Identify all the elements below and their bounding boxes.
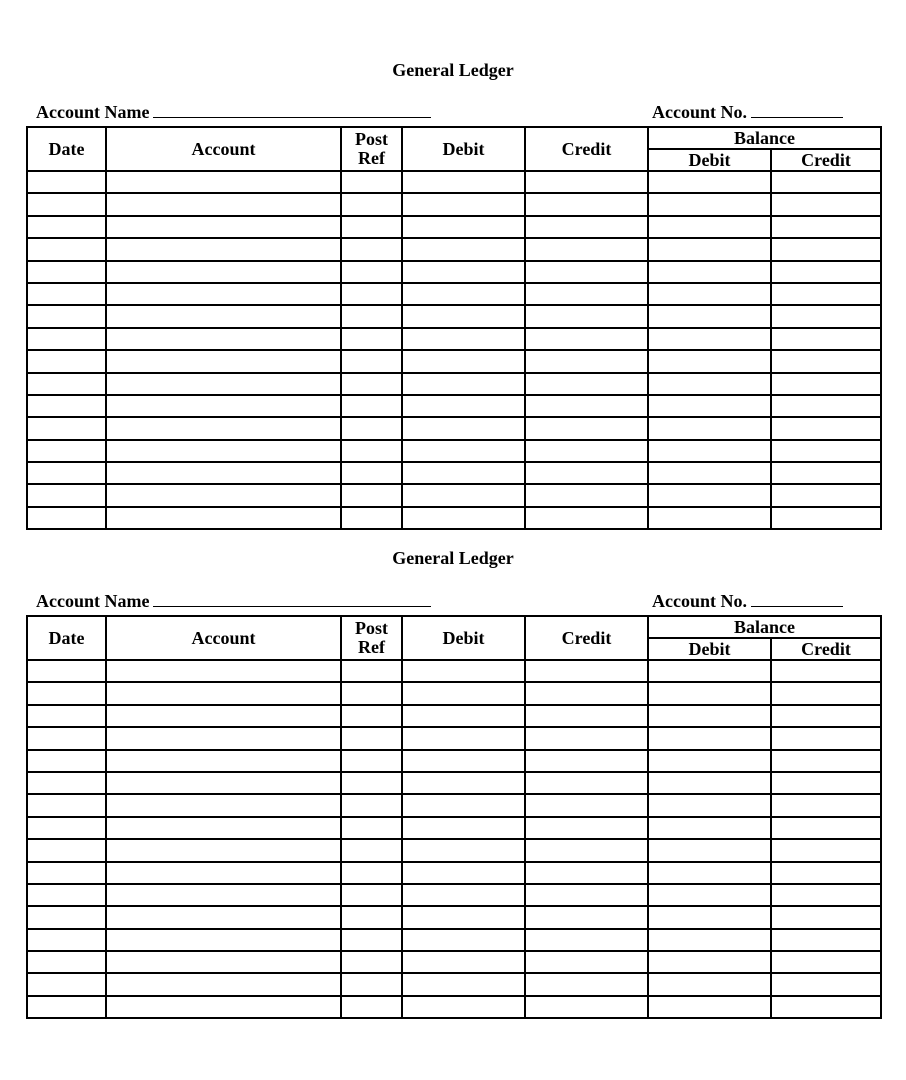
post-ref-cell[interactable] xyxy=(341,862,402,884)
balance-credit-cell[interactable] xyxy=(771,660,881,682)
balance-debit-cell[interactable] xyxy=(648,973,771,995)
post-ref-cell[interactable] xyxy=(341,727,402,749)
date-cell[interactable] xyxy=(27,862,106,884)
balance-debit-cell[interactable] xyxy=(648,462,771,484)
balance-debit-cell[interactable] xyxy=(648,395,771,417)
credit-cell[interactable] xyxy=(525,839,648,861)
header-post-ref xyxy=(341,127,402,171)
debit-cell[interactable] xyxy=(402,328,525,350)
balance-credit-cell[interactable] xyxy=(771,750,881,772)
ledger-row xyxy=(27,862,881,884)
ledger-row xyxy=(27,884,881,906)
ledger-row xyxy=(27,660,881,682)
balance-debit-cell[interactable] xyxy=(648,929,771,951)
header-ref: Ref xyxy=(358,637,385,657)
date-cell[interactable] xyxy=(27,373,106,395)
account-cell[interactable] xyxy=(106,328,341,350)
post-ref-cell[interactable] xyxy=(341,660,402,682)
header-date: Date xyxy=(27,127,106,171)
debit-cell[interactable] xyxy=(402,839,525,861)
account-cell[interactable] xyxy=(106,216,341,238)
account-cell[interactable] xyxy=(106,395,341,417)
account-cell[interactable] xyxy=(106,727,341,749)
debit-cell[interactable] xyxy=(402,973,525,995)
debit-cell[interactable] xyxy=(402,238,525,260)
account-cell[interactable] xyxy=(106,440,341,462)
debit-cell[interactable] xyxy=(402,193,525,215)
debit-cell[interactable] xyxy=(402,817,525,839)
ledger-row xyxy=(27,682,881,704)
credit-cell[interactable] xyxy=(525,350,648,372)
ledger-row xyxy=(27,772,881,794)
debit-cell[interactable] xyxy=(402,507,525,529)
balance-debit-cell[interactable] xyxy=(648,328,771,350)
credit-cell[interactable] xyxy=(525,507,648,529)
credit-cell[interactable] xyxy=(525,660,648,682)
balance-debit-cell[interactable] xyxy=(648,417,771,439)
ledger-row xyxy=(27,996,881,1018)
account-no-blank[interactable] xyxy=(751,592,843,607)
ledger-row xyxy=(27,951,881,973)
account-cell[interactable] xyxy=(106,772,341,794)
account-cell[interactable] xyxy=(106,417,341,439)
post-ref-cell[interactable] xyxy=(341,507,402,529)
balance-credit-cell[interactable] xyxy=(771,305,881,327)
post-ref-cell[interactable] xyxy=(341,484,402,506)
balance-debit-cell[interactable] xyxy=(648,660,771,682)
debit-cell[interactable] xyxy=(402,373,525,395)
ledger-row xyxy=(27,705,881,727)
balance-credit-cell[interactable] xyxy=(771,238,881,260)
date-cell[interactable] xyxy=(27,395,106,417)
debit-cell[interactable] xyxy=(402,660,525,682)
debit-cell[interactable] xyxy=(402,462,525,484)
ledger-row xyxy=(27,283,881,305)
credit-cell[interactable] xyxy=(525,238,648,260)
debit-cell[interactable] xyxy=(402,750,525,772)
account-cell[interactable] xyxy=(106,373,341,395)
post-ref-cell[interactable] xyxy=(341,261,402,283)
balance-credit-cell[interactable] xyxy=(771,328,881,350)
debit-cell[interactable] xyxy=(402,794,525,816)
balance-credit-cell[interactable] xyxy=(771,839,881,861)
credit-cell[interactable] xyxy=(525,395,648,417)
post-ref-cell[interactable] xyxy=(341,772,402,794)
header-post: Post xyxy=(355,618,388,638)
debit-cell[interactable] xyxy=(402,884,525,906)
date-cell[interactable] xyxy=(27,261,106,283)
ledger-row xyxy=(27,395,881,417)
balance-debit-cell[interactable] xyxy=(648,794,771,816)
debit-cell[interactable] xyxy=(402,261,525,283)
ledger-row xyxy=(27,462,881,484)
date-cell[interactable] xyxy=(27,772,106,794)
account-cell[interactable] xyxy=(106,973,341,995)
account-no-label: Account No. xyxy=(652,102,747,122)
date-cell[interactable] xyxy=(27,350,106,372)
debit-cell[interactable] xyxy=(402,996,525,1018)
post-ref-cell[interactable] xyxy=(341,238,402,260)
credit-cell[interactable] xyxy=(525,462,648,484)
balance-credit-cell[interactable] xyxy=(771,772,881,794)
balance-debit-cell[interactable] xyxy=(648,238,771,260)
post-ref-cell[interactable] xyxy=(341,839,402,861)
date-cell[interactable] xyxy=(27,996,106,1018)
debit-cell[interactable] xyxy=(402,350,525,372)
ledger-row xyxy=(27,193,881,215)
balance-debit-cell[interactable] xyxy=(648,884,771,906)
balance-debit-cell[interactable] xyxy=(648,906,771,928)
ledger-table xyxy=(26,126,882,530)
debit-cell[interactable] xyxy=(402,951,525,973)
account-cell[interactable] xyxy=(106,817,341,839)
balance-debit-cell[interactable] xyxy=(648,951,771,973)
account-cell[interactable] xyxy=(106,862,341,884)
balance-credit-cell[interactable] xyxy=(771,283,881,305)
debit-cell[interactable] xyxy=(402,440,525,462)
credit-cell[interactable] xyxy=(525,440,648,462)
debit-cell[interactable] xyxy=(402,705,525,727)
credit-cell[interactable] xyxy=(525,193,648,215)
ledger-row xyxy=(27,305,881,327)
balance-credit-cell[interactable] xyxy=(771,462,881,484)
account-cell[interactable] xyxy=(106,484,341,506)
balance-debit-cell[interactable] xyxy=(648,484,771,506)
debit-cell[interactable] xyxy=(402,682,525,704)
balance-credit-cell[interactable] xyxy=(771,682,881,704)
ledger-row xyxy=(27,484,881,506)
ledger-row xyxy=(27,817,881,839)
debit-cell[interactable] xyxy=(402,727,525,749)
balance-debit-cell[interactable] xyxy=(648,440,771,462)
date-cell[interactable] xyxy=(27,507,106,529)
debit-cell[interactable] xyxy=(402,305,525,327)
debit-cell[interactable] xyxy=(402,171,525,193)
account-cell[interactable] xyxy=(106,350,341,372)
date-cell[interactable] xyxy=(27,705,106,727)
account-cell[interactable] xyxy=(106,750,341,772)
credit-cell[interactable] xyxy=(525,951,648,973)
ledger-row xyxy=(27,906,881,928)
date-cell[interactable] xyxy=(27,929,106,951)
credit-cell[interactable] xyxy=(525,373,648,395)
balance-credit-cell[interactable] xyxy=(771,373,881,395)
header-credit: Credit xyxy=(525,616,648,660)
balance-debit-cell[interactable] xyxy=(648,996,771,1018)
post-ref-cell[interactable] xyxy=(341,462,402,484)
header-post: Post xyxy=(355,129,388,149)
date-cell[interactable] xyxy=(27,682,106,704)
credit-cell[interactable] xyxy=(525,305,648,327)
post-ref-cell[interactable] xyxy=(341,906,402,928)
date-cell[interactable] xyxy=(27,193,106,215)
date-cell[interactable] xyxy=(27,238,106,260)
balance-credit-cell[interactable] xyxy=(771,906,881,928)
account-cell[interactable] xyxy=(106,238,341,260)
ledger-row xyxy=(27,794,881,816)
ledger-row xyxy=(27,507,881,529)
ledger-row xyxy=(27,839,881,861)
date-cell[interactable] xyxy=(27,884,106,906)
balance-debit-cell[interactable] xyxy=(648,750,771,772)
header-balance-credit: Credit xyxy=(771,149,881,171)
ledger-row xyxy=(27,727,881,749)
balance-credit-cell[interactable] xyxy=(771,705,881,727)
ledger-row xyxy=(27,328,881,350)
date-cell[interactable] xyxy=(27,305,106,327)
header-debit: Debit xyxy=(402,127,525,171)
debit-cell[interactable] xyxy=(402,772,525,794)
ledger-row xyxy=(27,216,881,238)
account-name-label: Account Name xyxy=(36,591,150,611)
account-no-field[interactable] xyxy=(652,591,843,611)
debit-cell[interactable] xyxy=(402,484,525,506)
balance-debit-cell[interactable] xyxy=(648,373,771,395)
credit-cell[interactable] xyxy=(525,484,648,506)
balance-credit-cell[interactable] xyxy=(771,929,881,951)
header-balance-credit: Credit xyxy=(771,638,881,660)
balance-debit-cell[interactable] xyxy=(648,171,771,193)
ledger-title: General Ledger xyxy=(392,548,514,568)
post-ref-cell[interactable] xyxy=(341,305,402,327)
balance-credit-cell[interactable] xyxy=(771,261,881,283)
ledger-row xyxy=(27,440,881,462)
account-cell[interactable] xyxy=(106,996,341,1018)
date-cell[interactable] xyxy=(27,171,106,193)
account-cell[interactable] xyxy=(106,951,341,973)
date-cell[interactable] xyxy=(27,839,106,861)
balance-credit-cell[interactable] xyxy=(771,973,881,995)
balance-credit-cell[interactable] xyxy=(771,171,881,193)
date-cell[interactable] xyxy=(27,727,106,749)
balance-debit-cell[interactable] xyxy=(648,772,771,794)
header-balance-debit: Debit xyxy=(648,149,771,171)
balance-debit-cell[interactable] xyxy=(648,193,771,215)
post-ref-cell[interactable] xyxy=(341,705,402,727)
post-ref-cell[interactable] xyxy=(341,884,402,906)
post-ref-cell[interactable] xyxy=(341,193,402,215)
account-name-blank[interactable] xyxy=(153,592,431,607)
header-credit: Credit xyxy=(525,127,648,171)
balance-credit-cell[interactable] xyxy=(771,727,881,749)
date-cell[interactable] xyxy=(27,484,106,506)
header-balance-debit: Debit xyxy=(648,638,771,660)
account-cell[interactable] xyxy=(106,906,341,928)
credit-cell[interactable] xyxy=(525,996,648,1018)
post-ref-cell[interactable] xyxy=(341,973,402,995)
balance-credit-cell[interactable] xyxy=(771,417,881,439)
credit-cell[interactable] xyxy=(525,817,648,839)
debit-cell[interactable] xyxy=(402,417,525,439)
credit-cell[interactable] xyxy=(525,727,648,749)
header-account: Account xyxy=(106,127,341,171)
post-ref-cell[interactable] xyxy=(341,682,402,704)
account-cell[interactable] xyxy=(106,193,341,215)
header-debit: Debit xyxy=(402,616,525,660)
date-cell[interactable] xyxy=(27,794,106,816)
debit-cell[interactable] xyxy=(402,395,525,417)
balance-debit-cell[interactable] xyxy=(648,862,771,884)
date-cell[interactable] xyxy=(27,328,106,350)
account-cell[interactable] xyxy=(106,884,341,906)
ledger-row xyxy=(27,350,881,372)
account-cell[interactable] xyxy=(106,283,341,305)
date-cell[interactable] xyxy=(27,750,106,772)
date-cell[interactable] xyxy=(27,660,106,682)
date-cell[interactable] xyxy=(27,973,106,995)
ledger-row xyxy=(27,261,881,283)
debit-cell[interactable] xyxy=(402,283,525,305)
credit-cell[interactable] xyxy=(525,794,648,816)
credit-cell[interactable] xyxy=(525,750,648,772)
account-cell[interactable] xyxy=(106,682,341,704)
debit-cell[interactable] xyxy=(402,929,525,951)
post-ref-cell[interactable] xyxy=(341,395,402,417)
credit-cell[interactable] xyxy=(525,884,648,906)
balance-debit-cell[interactable] xyxy=(648,817,771,839)
post-ref-cell[interactable] xyxy=(341,373,402,395)
credit-cell[interactable] xyxy=(525,705,648,727)
balance-credit-cell[interactable] xyxy=(771,951,881,973)
debit-cell[interactable] xyxy=(402,906,525,928)
post-ref-cell[interactable] xyxy=(341,951,402,973)
header-date: Date xyxy=(27,616,106,660)
ledger-row xyxy=(27,171,881,193)
account-name-field[interactable] xyxy=(36,591,431,611)
header-balance: Balance xyxy=(648,127,881,149)
post-ref-cell[interactable] xyxy=(341,283,402,305)
header-account: Account xyxy=(106,616,341,660)
credit-cell[interactable] xyxy=(525,772,648,794)
balance-debit-cell[interactable] xyxy=(648,682,771,704)
balance-debit-cell[interactable] xyxy=(648,305,771,327)
balance-debit-cell[interactable] xyxy=(648,350,771,372)
post-ref-cell[interactable] xyxy=(341,929,402,951)
date-cell[interactable] xyxy=(27,817,106,839)
post-ref-cell[interactable] xyxy=(341,794,402,816)
account-no-field[interactable] xyxy=(652,102,843,122)
date-cell[interactable] xyxy=(27,906,106,928)
date-cell[interactable] xyxy=(27,216,106,238)
header-balance: Balance xyxy=(648,616,881,638)
debit-cell[interactable] xyxy=(402,862,525,884)
ledger-row xyxy=(27,973,881,995)
credit-cell[interactable] xyxy=(525,283,648,305)
date-cell[interactable] xyxy=(27,440,106,462)
credit-cell[interactable] xyxy=(525,328,648,350)
balance-debit-cell[interactable] xyxy=(648,261,771,283)
account-cell[interactable] xyxy=(106,462,341,484)
account-cell[interactable] xyxy=(106,929,341,951)
account-no-label: Account No. xyxy=(652,591,747,611)
account-cell[interactable] xyxy=(106,507,341,529)
ledger-row xyxy=(27,373,881,395)
post-ref-cell[interactable] xyxy=(341,417,402,439)
account-cell[interactable] xyxy=(106,794,341,816)
balance-credit-cell[interactable] xyxy=(771,440,881,462)
post-ref-cell[interactable] xyxy=(341,440,402,462)
date-cell[interactable] xyxy=(27,951,106,973)
debit-cell[interactable] xyxy=(402,216,525,238)
date-cell[interactable] xyxy=(27,417,106,439)
balance-credit-cell[interactable] xyxy=(771,193,881,215)
balance-credit-cell[interactable] xyxy=(771,395,881,417)
post-ref-cell[interactable] xyxy=(341,171,402,193)
balance-credit-cell[interactable] xyxy=(771,862,881,884)
account-name-field[interactable] xyxy=(36,102,431,122)
balance-debit-cell[interactable] xyxy=(648,216,771,238)
credit-cell[interactable] xyxy=(525,261,648,283)
balance-credit-cell[interactable] xyxy=(771,507,881,529)
post-ref-cell[interactable] xyxy=(341,750,402,772)
credit-cell[interactable] xyxy=(525,417,648,439)
header-ref: Ref xyxy=(358,148,385,168)
account-cell[interactable] xyxy=(106,305,341,327)
ledger-row xyxy=(27,929,881,951)
credit-cell[interactable] xyxy=(525,973,648,995)
credit-cell[interactable] xyxy=(525,216,648,238)
post-ref-cell[interactable] xyxy=(341,996,402,1018)
date-cell[interactable] xyxy=(27,283,106,305)
account-name-blank[interactable] xyxy=(153,103,431,118)
post-ref-cell[interactable] xyxy=(341,328,402,350)
ledger-row xyxy=(27,238,881,260)
account-no-blank[interactable] xyxy=(751,103,843,118)
balance-debit-cell[interactable] xyxy=(648,727,771,749)
ledger-row xyxy=(27,750,881,772)
ledger-table xyxy=(26,615,882,1019)
balance-credit-cell[interactable] xyxy=(771,817,881,839)
balance-credit-cell[interactable] xyxy=(771,884,881,906)
header-post-ref xyxy=(341,616,402,660)
credit-cell[interactable] xyxy=(525,929,648,951)
balance-credit-cell[interactable] xyxy=(771,484,881,506)
date-cell[interactable] xyxy=(27,462,106,484)
balance-credit-cell[interactable] xyxy=(771,794,881,816)
post-ref-cell[interactable] xyxy=(341,216,402,238)
balance-credit-cell[interactable] xyxy=(771,996,881,1018)
balance-credit-cell[interactable] xyxy=(771,216,881,238)
post-ref-cell[interactable] xyxy=(341,350,402,372)
post-ref-cell[interactable] xyxy=(341,817,402,839)
credit-cell[interactable] xyxy=(525,906,648,928)
balance-debit-cell[interactable] xyxy=(648,705,771,727)
balance-debit-cell[interactable] xyxy=(648,839,771,861)
credit-cell[interactable] xyxy=(525,682,648,704)
ledger-row xyxy=(27,417,881,439)
account-name-label: Account Name xyxy=(36,102,150,122)
account-cell[interactable] xyxy=(106,171,341,193)
balance-debit-cell[interactable] xyxy=(648,283,771,305)
balance-credit-cell[interactable] xyxy=(771,350,881,372)
credit-cell[interactable] xyxy=(525,171,648,193)
ledger-title: General Ledger xyxy=(392,60,514,80)
balance-debit-cell[interactable] xyxy=(648,507,771,529)
account-cell[interactable] xyxy=(106,705,341,727)
account-cell[interactable] xyxy=(106,660,341,682)
account-cell[interactable] xyxy=(106,261,341,283)
credit-cell[interactable] xyxy=(525,862,648,884)
account-cell[interactable] xyxy=(106,839,341,861)
